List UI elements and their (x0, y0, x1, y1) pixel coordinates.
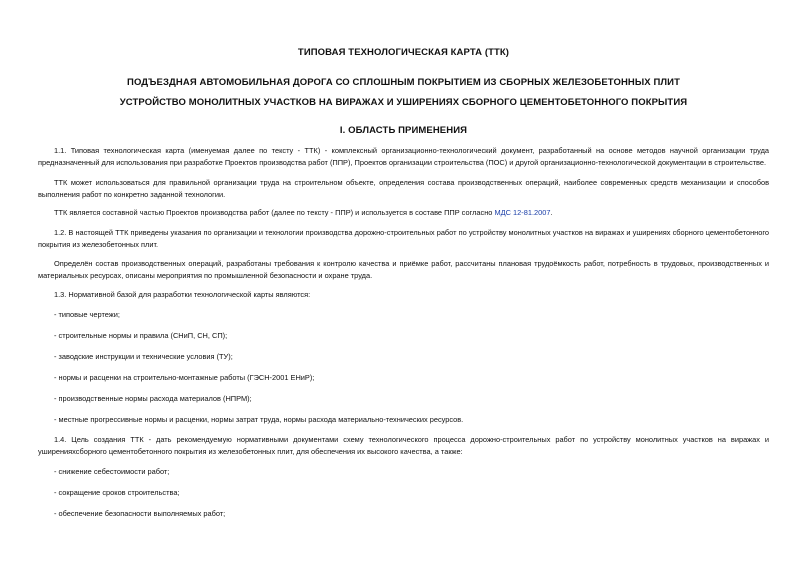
document-title: ТИПОВАЯ ТЕХНОЛОГИЧЕСКАЯ КАРТА (ТТК) (297, 47, 510, 58)
mds-link[interactable]: МДС 12-81.2007 (494, 208, 551, 217)
list-item: - типовые чертежи; (54, 310, 120, 319)
list-item: - обеспечение безопасности выполняемых работ; (54, 509, 226, 518)
paragraph-ttk-ppr-text: ТТК является составной частью Проектов производства работ (далее по тексту - ППР) и используется в составе ППР согласно (54, 208, 495, 217)
list-item: - местные прогрессивные нормы и расценки, нормы затрат труда, нормы расхода материально-технических ресурсов. (54, 415, 464, 424)
paragraph-1-1: 1.1. Типовая технологическая карта (именуемая далее по тексту - ТТК) - комплексный организационно-технологический документ, разработанный на основе методов научной организации труда предназначенный для использования при разработке Проектов производства работ (ППР), Проектов организации строительства (ПОС) и другой организационно-технологической документации в строительстве. (38, 146, 769, 167)
paragraph-ttk-usage: ТТК может использоваться для правильной организации труда на строительном объекте, определения состава производственных операций, наиболее современных средств механизации и способов выполнения работ по конкретно заданной технологии. (38, 178, 769, 199)
document-subtitle-road: ПОДЪЕЗДНАЯ АВТОМОБИЛЬНАЯ ДОРОГА СО СПЛОШНЫМ ПОКРЫТИЕМ ИЗ СБОРНЫХ ЖЕЛЕЗОБЕТОННЫХ ПЛИТ (127, 77, 680, 88)
paragraph-ttk-ppr-end: . (550, 208, 553, 217)
list-item: - заводские инструкции и технические условия (ТУ); (54, 352, 233, 361)
list-item: - производственные нормы расхода материалов (НПРМ); (54, 394, 252, 403)
list-item: - строительные нормы и правила (СНиП, СН, СП); (54, 331, 228, 340)
paragraph-1-2: 1.2. В настоящей ТТК приведены указания по организации и технологии производства дорожно-строительных работ по устройству монолитных участков на виражах и уширениях сборного цементобетонного покрытия из железобетонных плит. (38, 228, 769, 249)
section-heading: I. ОБЛАСТЬ ПРИМЕНЕНИЯ (339, 125, 468, 136)
paragraph-1-4: 1.4. Цель создания ТТК - дать рекомендуемую нормативными документами схему технологического процесса дорожно-строительных работ по устройству монолитных участков на виражах и уширенияхсборного цементобетонного покрытия из железобетонных плит, для обеспечения их высокого качества, а также: (38, 435, 769, 456)
list-item: - нормы и расценки на строительно-монтажные работы (ГЭСН-2001 ЕНиР); (54, 373, 315, 382)
document-subtitle-work: УСТРОЙСТВО МОНОЛИТНЫХ УЧАСТКОВ НА ВИРАЖАХ И УШИРЕНИЯХ СБОРНОГО ЦЕМЕНТОБЕТОННОГО ПОКРЫТИЯ (119, 97, 688, 108)
paragraph-operations: Определён состав производственных операций, разработаны требования к контролю качества и приёмке работ, рассчитаны плановая трудоёмкость работ, потребность в трудовых, производственных и материальных ресурсах, описаны мероприятия по промышленной безопасности и охране труда. (38, 259, 769, 280)
paragraph-ttk-ppr (38, 207, 769, 219)
list-item: - сокращение сроков строительства; (54, 488, 180, 497)
list-item: - снижение себестоимости работ; (54, 467, 170, 476)
paragraph-1-3: 1.3. Нормативной базой для разработки технологической карты являются: (54, 290, 311, 299)
